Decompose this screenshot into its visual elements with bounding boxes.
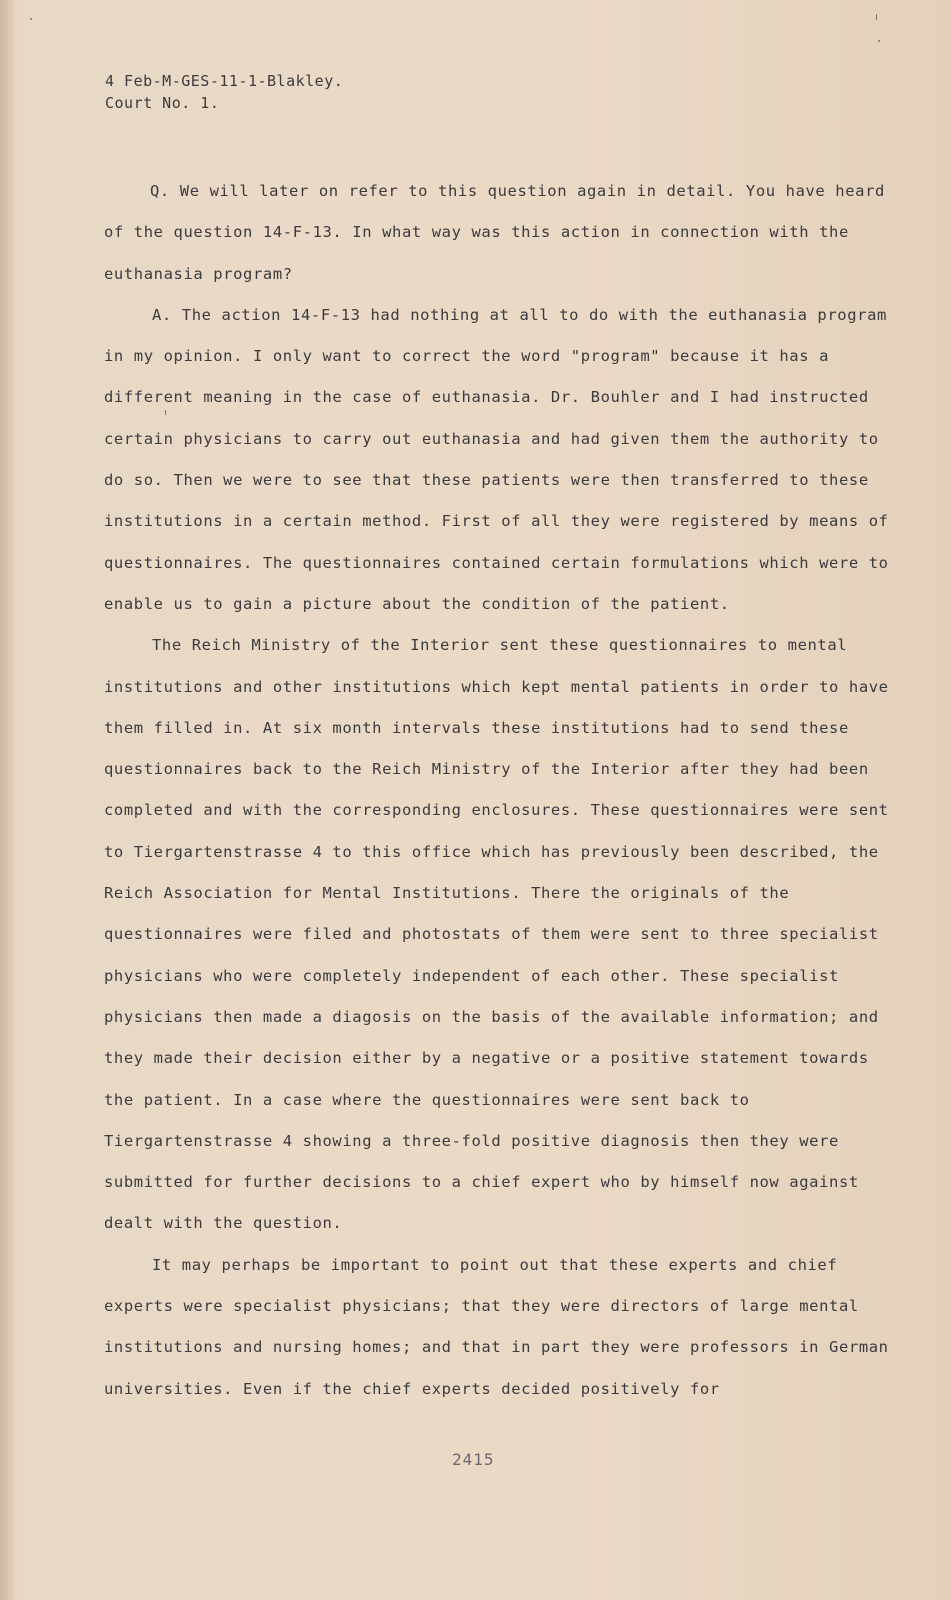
document-header (105, 70, 343, 114)
paper-speck (878, 40, 880, 42)
paragraph-answer: A. The action 14-F-13 had nothing at all to do with the euthanasia program in my opinion. I only want to correct the word "program" because it has a different meaning in the case of euthanasia. Dr. Bouhler and I had instructed certain physicians to carry out euthanasia and had given them the authority to do so. Then we were to see that these patients were then transferred to these institutions in a certain method. First of all they were registered by means of questionnaires. The questionnaires contained certain formulations which were to enable us to gain a picture about the condition of the patient. (104, 305, 889, 613)
header-reference: 4 Feb-M-GES-11-1-Blakley. (105, 72, 344, 90)
paragraph-ministry: The Reich Ministry of the Interior sent these questionnaires to mental institutions and other institutions which kept mental patients in order to have them filled in. At six month intervals these institutions had to send these questionnaires back to the Reich Ministry of the Interior after they had been completed and with the corresponding enclosures. These questionnaires were sent to Tiergartenstrasse 4 to this office which has previously been described, the Reich Association for Mental Institutions. There the originals of the questionnaires were filed and photostats of them were sent to three specialist physicians who were completely independent of each other. These specialist physicians then made a diagosis on the basis of the available information; and they made their decision either by a negative or a positive statement towards the patient. In a case where the questionnaires were sent back to Tiergartenstrasse 4 showing a three-fold positive diagnosis then they were submitted for further decisions to a chief expert who by himself now against dealt with the question. (104, 636, 889, 1233)
header-court: Court No. 1. (105, 94, 220, 112)
transcript-body (104, 171, 894, 1410)
paper-speck (30, 18, 32, 20)
paragraph-experts: It may perhaps be important to point out that these experts and chief experts were specialist physicians; that they were directors of large mental institutions and nursing homes; and that in part they were professors in German universities. Even if the chief experts decided positively for (104, 1255, 889, 1398)
paper-edge (0, 0, 14, 1600)
paper-speck (876, 14, 877, 20)
page-number: 2415 (452, 1450, 495, 1469)
paper-speck (165, 410, 166, 415)
paragraph-question: Q. We will later on refer to this question again in detail. You have heard of the question 14-F-13. In what way was this action in connection with the euthanasia program? (104, 182, 885, 283)
